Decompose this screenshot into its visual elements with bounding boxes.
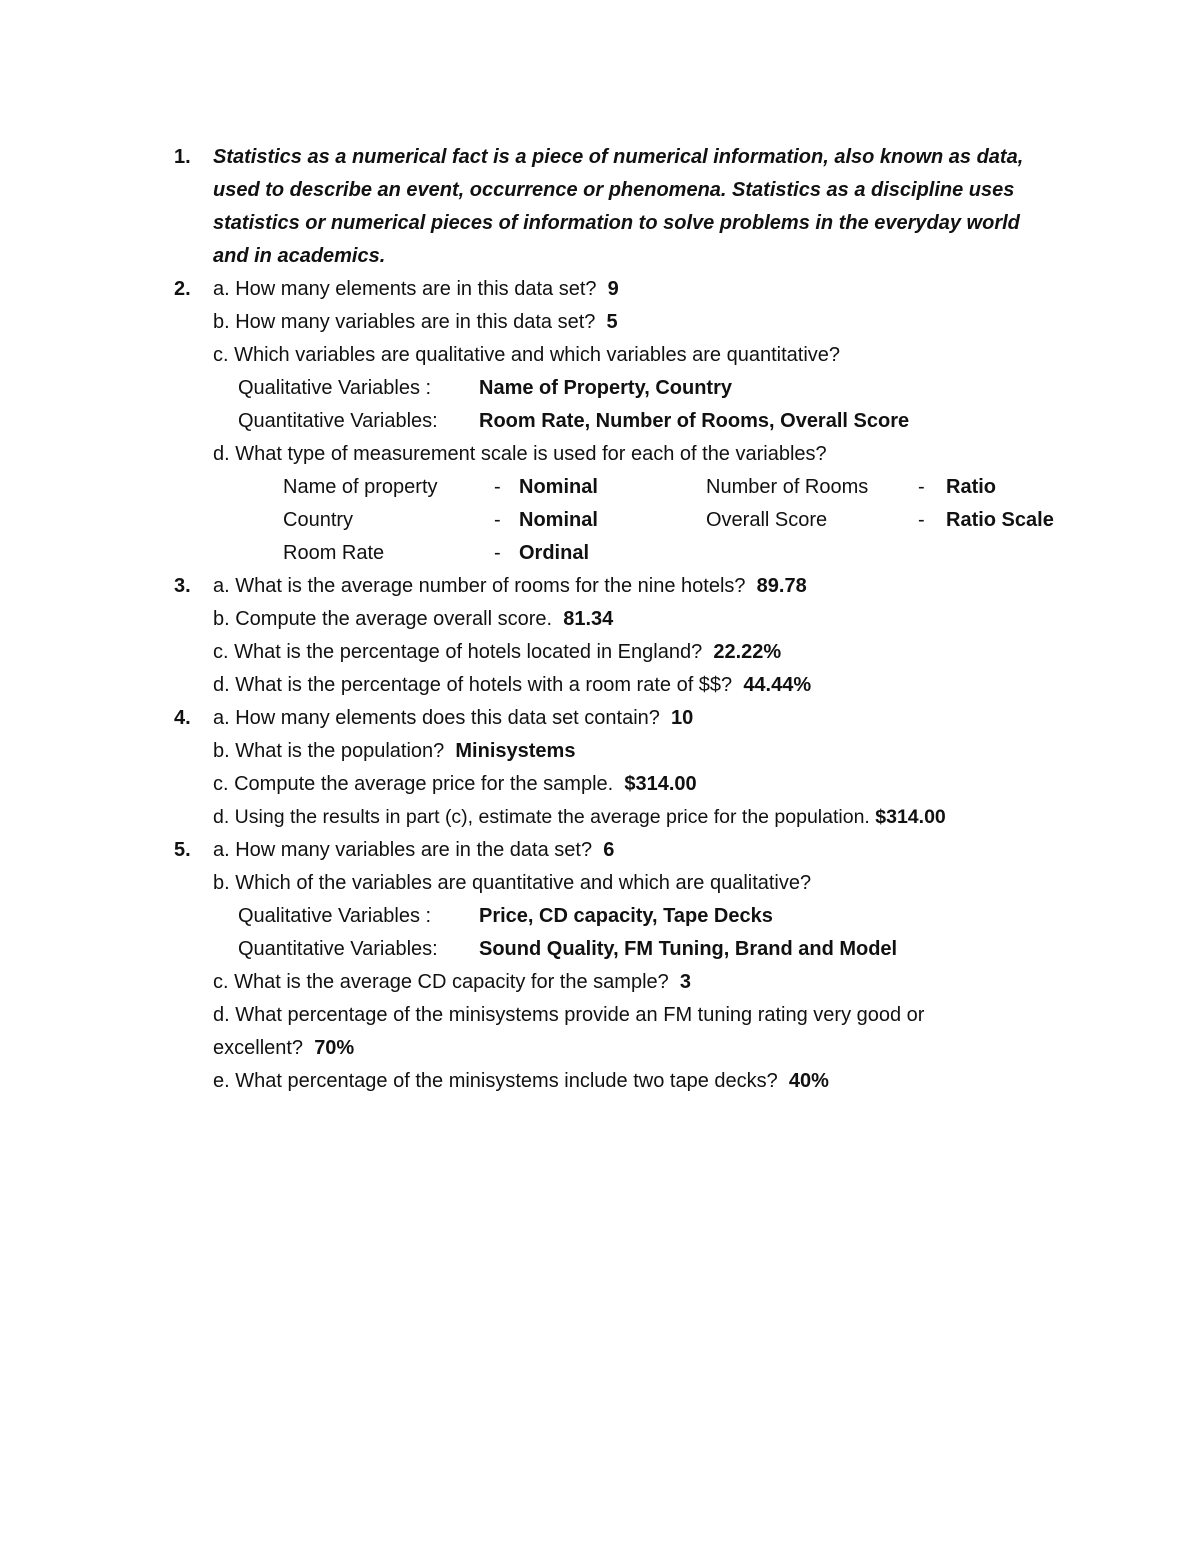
scale-var-name: Number of Rooms	[706, 476, 869, 498]
q3b-question: b. Compute the average overall score.	[213, 608, 553, 630]
scale-dash: -	[494, 509, 501, 531]
q5c	[213, 969, 691, 995]
q4d-answer: $314.00	[875, 806, 946, 828]
scale-var-name: Room Rate	[283, 542, 385, 564]
scale-var-name: Overall Score	[706, 509, 828, 531]
q5b-quantitative-label: Quantitative Variables:	[238, 938, 438, 960]
q5a-answer: 6	[603, 839, 615, 861]
q4d-question: d. Using the results in part (c), estimate the average price for the population.	[213, 806, 870, 828]
q3d	[213, 672, 811, 698]
q4d	[213, 804, 946, 830]
q2c-question: c. Which variables are qualitative and which variables are quantitative?	[213, 344, 841, 366]
q2c-qualitative-answer: Name of Property, Country	[479, 377, 732, 399]
q2a	[213, 276, 619, 302]
scale-value: Ordinal	[519, 542, 590, 564]
scale-dash: -	[918, 476, 925, 498]
q2d-question: d. What type of measurement scale is used for each of the variables?	[213, 443, 827, 465]
scale-dash: -	[918, 509, 925, 531]
q2c-quantitative-answer: Room Rate, Number of Rooms, Overall Score	[479, 410, 910, 432]
q2a-answer: 9	[607, 278, 619, 300]
q3-number: 3.	[174, 575, 191, 597]
q4b	[213, 738, 575, 764]
scale-value: Nominal	[519, 476, 598, 498]
q3a	[213, 573, 807, 599]
q3a-question: a. What is the average number of rooms for the nine hotels?	[213, 575, 746, 597]
q5b-question: b. Which of the variables are quantitative and which are qualitative?	[213, 872, 812, 894]
q1-line-2: used to describe an event, occurrence or phenomena. Statistics as a discipline uses	[213, 179, 1015, 201]
scale-dash: -	[494, 476, 501, 498]
q4a-question: a. How many elements does this data set contain?	[213, 707, 660, 729]
q5b-quantitative-answer: Sound Quality, FM Tuning, Brand and Model	[479, 938, 898, 960]
q5d-question-line-2: excellent?	[213, 1037, 304, 1059]
q4-number: 4.	[174, 707, 191, 729]
q3d-question: d. What is the percentage of hotels with a room rate of $$?	[213, 674, 733, 696]
q3b-answer: 81.34	[563, 608, 614, 630]
q4a	[213, 705, 693, 731]
q2c-qualitative-label: Qualitative Variables :	[238, 377, 432, 399]
q5b-qualitative-label: Qualitative Variables :	[238, 905, 432, 927]
q5c-answer: 3	[679, 971, 692, 993]
q3d-answer: 44.44%	[743, 674, 812, 696]
q2c-quantitative-label: Quantitative Variables:	[238, 410, 438, 432]
q4c	[213, 771, 697, 797]
scale-value: Ratio Scale	[946, 509, 1054, 531]
q5e-answer: 40%	[788, 1070, 829, 1092]
q1-number: 1.	[174, 146, 191, 168]
q1-line-3: statistics or numerical pieces of information to solve problems in the everyday world	[213, 212, 1020, 234]
q5a	[213, 837, 614, 863]
q1-line-4: and in academics.	[213, 245, 386, 267]
q5-number: 5.	[174, 839, 191, 861]
q3c-question: c. What is the percentage of hotels located in England?	[213, 641, 703, 663]
scale-var-name: Name of property	[283, 476, 438, 498]
scale-value: Ratio	[946, 476, 996, 498]
q4b-question: b. What is the population?	[213, 740, 445, 762]
q2-number: 2.	[174, 278, 191, 300]
q4c-question: c. Compute the average price for the sample.	[213, 773, 614, 795]
q3c-answer: 22.22%	[713, 641, 782, 663]
q5d	[213, 1035, 354, 1061]
q2a-question: a. How many elements are in this data set?	[213, 278, 597, 300]
q3a-answer: 89.78	[756, 575, 807, 597]
q5e-question: e. What percentage of the minisystems include two tape decks?	[213, 1070, 778, 1092]
q4b-answer: Minisystems	[455, 740, 576, 762]
q2b-question: b. How many variables are in this data set?	[213, 311, 596, 333]
q5e	[213, 1068, 829, 1094]
q3b	[213, 606, 613, 632]
q5d-answer: 70%	[314, 1037, 355, 1059]
q5c-question: c. What is the average CD capacity for the sample?	[213, 971, 669, 993]
q2b-answer: 5	[606, 311, 618, 333]
q5b-qualitative-answer: Price, CD capacity, Tape Decks	[479, 905, 773, 927]
q2b	[213, 309, 618, 335]
scale-value: Nominal	[519, 509, 598, 531]
q5d-question-line-1: d. What percentage of the minisystems provide an FM tuning rating very good or	[213, 1004, 925, 1026]
scale-var-name: Country	[283, 509, 354, 531]
q3c	[213, 639, 781, 665]
q4c-answer: $314.00	[624, 773, 697, 795]
q4a-answer: 10	[671, 707, 694, 729]
scale-dash: -	[494, 542, 501, 564]
q1-line-1: Statistics as a numerical fact is a piece of numerical information, also known as data,	[213, 146, 1024, 168]
q5a-question: a. How many variables are in the data set?	[213, 839, 593, 861]
